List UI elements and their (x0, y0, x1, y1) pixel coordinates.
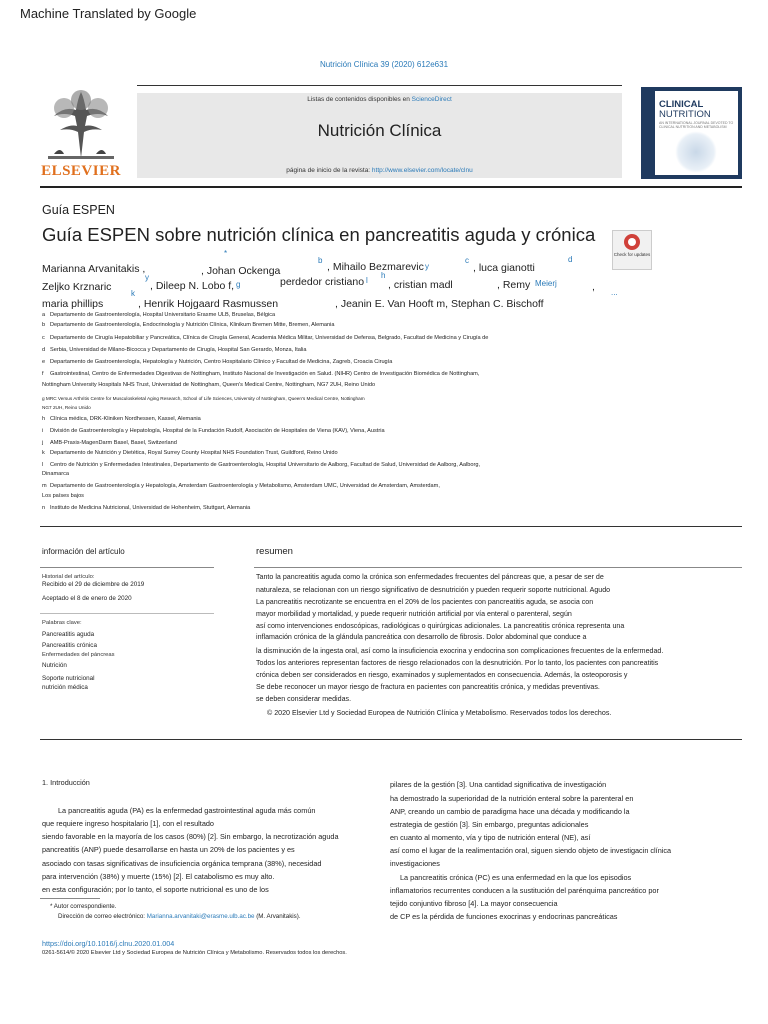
author-name: , Dileep N. Lobo f, (150, 280, 235, 292)
author-sup[interactable]: l (366, 276, 368, 285)
author-name: , Jeanin E. Van Hooft m, Stephan C. Bischoff (335, 298, 544, 310)
affiliation: NG7 2UH, Reino Unido (42, 405, 91, 410)
keywords-label: Palabras clave: (42, 620, 82, 626)
journal-cover (641, 87, 742, 179)
affiliation: m Departamento de Gastroenterología y Hepatología, Amsterdam Gastroenterología y Metabolismo, Amsterdam UMC, Universidad de Amsterdam, Amsterdam, (42, 483, 440, 489)
cover-panel (655, 91, 738, 175)
affiliation: a Departamento de Gastroenterología, Hospital Universitario Erasme ULB, Bruselas, Bélgica (42, 312, 276, 318)
article-title: Guía ESPEN sobre nutrición clínica en pancreatitis aguda y crónica (42, 224, 596, 245)
cover-stripe (641, 87, 655, 179)
author-sup[interactable]: d (568, 255, 573, 264)
author-sup[interactable]: ... (611, 288, 618, 297)
keyword: Nutrición (42, 662, 67, 669)
affiliation: b Departamento de Gastroenterología, Endocrinología y Nutrición Clínica, Klinikum Bremen Mitte, Bremen, Alemania (42, 322, 335, 328)
abstract-line: la disminución de la ingesta oral, así como la insuficiencia exocrina y endocrina son complicaciones frecuentes de la enfermedad. (256, 647, 664, 655)
author-name: , Johan Ockenga (201, 265, 281, 277)
doi-link[interactable]: https://doi.org/10.1016/j.clnu.2020.01.004 (42, 939, 175, 948)
affiliation: e Departamento de Gastroenterología, Hepatología y Nutrición, Centro Hospitalario Clínico y Facultad de Medicina, Zagreb, Croacia Cirugía (42, 359, 393, 365)
author-sup[interactable]: b (318, 256, 323, 265)
keyword: Pancreatitis crónica (42, 642, 97, 649)
author-separator: , (592, 281, 595, 293)
abstract-line: Se debe reconocer un mayor riesgo de fractura en pacientes con pancreatitis crónica, y medidas preventivas. (256, 683, 600, 691)
cover-artwork (675, 131, 717, 173)
abstract-copyright: © 2020 Elsevier Ltd y Sociedad Europea de Nutrición Clínica y Metabolismo. Reservados todos los derechos. (267, 709, 612, 717)
body-line: La pancreatitis crónica (PC) es una enfermedad en la que los episodios (400, 873, 632, 882)
body-line: investigaciones (390, 859, 440, 868)
abstract-line: se deben considerar medidas. (256, 695, 352, 703)
author-name: , cristian madl (388, 279, 453, 291)
body-line: asociado con tasas significativas de insuficiencia orgánica temprana (38%), necesidad (42, 859, 322, 868)
check-updates-icon-inner (628, 238, 636, 246)
author-sup[interactable]: c (465, 256, 469, 265)
author-sup[interactable]: y (425, 262, 429, 271)
keywords-rule (40, 613, 214, 614)
tree-icon (40, 88, 122, 162)
check-updates-badge[interactable] (612, 230, 652, 270)
abstract-line: crónica deben ser considerados en riesgo, examinados y suplementados en consecuencia. Además, la osteoporosis y (256, 671, 628, 679)
affiliation: k Departamento de Nutrición y Dietética, Royal Surrey County Hospital NHS Foundation Trust, Guildford, Reino Unido (42, 450, 338, 456)
author-name: , luca gianotti (473, 262, 535, 274)
body-line: en esta configuración; por lo tanto, el soporte nutricional es uno de los (42, 885, 269, 894)
cover-title-1: CLINICAL (659, 99, 704, 110)
author-name: , Remy (497, 279, 531, 291)
header-rule (40, 186, 742, 188)
abstract-rule (254, 567, 742, 568)
keyword: Enfermedades del páncreas (42, 652, 115, 658)
history-label: Historial del artículo: (42, 574, 95, 580)
author-sup[interactable]: y (145, 273, 149, 282)
affiliation: f Gastrointestinal, Centro de Enfermedades Digestivas de Nottingham, Instituto Nacional de Investigación en Salud. (NIHR) Centro de Investigación Biomédica de Nottingham, (42, 371, 480, 377)
abstract-line: Tanto la pancreatitis aguda como la crónica son enfermedades frecuentes del páncreas que, a pesar de ser de (256, 573, 604, 581)
affiliation: g MRC Versus Arthritis Centre for Musculoskeletal Aging Research, School of Life Sciences, University of Nottingham, Queen's Medical Centre, Nottingham (42, 396, 365, 401)
affiliation: j AMB-Praxis-MagenDarm Basel, Basel, Switzerland (42, 440, 177, 446)
abstract-line: Todos los anteriores representan factores de riesgo relacionados con la desnutrición. Por lo tanto, los pacientes con pancreatitis (256, 659, 659, 667)
author-name: maria phillips (42, 298, 104, 310)
body-line: inflamatorios recurrentes conducen a la sustitución del parénquima pancreático por (390, 886, 659, 895)
elsevier-wordmark: ELSEVIER (41, 163, 121, 179)
affiliation: Dinamarca (42, 471, 70, 477)
author-sup[interactable]: Meierj (535, 279, 557, 288)
keyword: nutrición médica (42, 684, 88, 691)
journal-title: Nutrición Clínica (317, 121, 442, 140)
abstract-line: naturaleza, se relacionan con un riesgo significativo de desnutrición y pueden requerir soporte nutricional. Agudo (256, 586, 611, 594)
elsevier-logo (40, 88, 122, 180)
cover-tagline: AN INTERNATIONAL JOURNAL DEVOTED TO CLINICAL NUTRITION AND METABOLISM (659, 121, 734, 129)
section-rule (40, 526, 742, 527)
body-line: La pancreatitis aguda (PA) es la enfermedad gastrointestinal aguda más común (58, 806, 316, 815)
body-line: tejido conjuntivo fibroso [4]. La mayor consecuencia (390, 899, 558, 908)
affiliation: c Departamento de Cirugía Hepatobiliar y Pancreática, Clínica de Cirugía General, Academia Médica Militar, Universidad de Defensa, Belgrado, Facultad de Medicina y Cirugía de (42, 335, 489, 341)
author-sup[interactable]: * (224, 249, 228, 258)
body-line: así como el lugar de la realimentación oral, siguen siendo objeto de investigacin clínica (390, 846, 672, 855)
check-updates-label: Check for updates (613, 252, 651, 257)
abstract-line: mayor morbilidad y mortalidad, y puede requerir nutrición artificial por vía enteral o parenteral, según (256, 610, 572, 618)
journal-masthead (137, 93, 622, 178)
author-sup[interactable]: g (236, 280, 241, 289)
affiliation: d Serbia, Universidad de Milano-Bicocca y Departamento de Cirugía, Hospital San Gerardo, Monza, Italia (42, 347, 307, 353)
affiliation: Los países bajos (42, 493, 84, 499)
affiliation: h Clínica médica, DRK-Kliniken Nordhessen, Kassel, Alemania (42, 416, 201, 422)
author-name: perdedor cristiano (280, 276, 365, 288)
homepage-line (137, 167, 622, 174)
abstract-line: así como intervenciones endoscópicas, radiológicas o quirúrgicas adicionales. La pancreatitis crónica representa una (256, 622, 625, 630)
cover-title-2: NUTRITION (659, 109, 711, 120)
section-heading: 1. Introducción (42, 778, 90, 787)
article-kind: Guía ESPEN (42, 203, 115, 217)
author-name: , Henrik Hojgaard Rasmussen (138, 298, 279, 310)
abstract-line: inflamación crónica de la glándula pancreática con desarrollo de fibrosis. Dolor abdominal que conduce a (256, 633, 587, 641)
article-info-heading: información del artículo (42, 547, 125, 556)
body-line: que requiere ingreso hospitalario [1], con el resultado (42, 819, 214, 828)
affiliation: n Instituto de Medicina Nutricional, Universidad de Hohenheim, Stuttgart, Alemania (42, 505, 251, 511)
homepage-prefix: página de inicio de la revista: (286, 167, 372, 174)
issn-line: 0261-5614/© 2020 Elsevier Ltd y Sociedad Europea de Nutrición Clínica y Metabolismo. Reservados todos los derechos. (42, 950, 347, 956)
keyword: Soporte nutricional (42, 675, 95, 682)
body-line: en cuanto al momento, vía y tipo de nutrición enteral (NE), así (390, 833, 591, 842)
email-note: Dirección de correo electrónico: Marianna.arvanitaki@erasme.ulb.ac.be (M. Arvanitakis). (58, 913, 301, 920)
author-name: , Mihailo Bezmarevic (327, 261, 424, 273)
sciencedirect-link[interactable]: ScienceDirect (411, 96, 452, 103)
article-info-rule (40, 567, 214, 568)
abstract-line: La pancreatitis necrotizante se encuentra en el 20% de los pacientes con pancreatitis aguda, se asocia con (256, 598, 594, 606)
email-link[interactable]: Marianna.arvanitaki@erasme.ulb.ac.be (146, 913, 255, 920)
body-line: de CP es la pérdida de funciones exocrinas y endocrinas pancreáticas (390, 912, 618, 921)
accepted-date: Aceptado el 8 de enero de 2020 (42, 595, 132, 602)
translation-banner: Machine Translated by Google (20, 6, 197, 21)
body-line: ha demostrado la superioridad de la nutrición enteral sobre la parenteral en (390, 794, 634, 803)
keyword: Pancreatitis aguda (42, 631, 95, 638)
abstract-heading: resumen (256, 546, 293, 557)
affiliation: i División de Gastroenterología y Hepatología, Hospital de la Fundación Rudolf, Asociación de Hospitales de Viena (KAV), Viena, Austria (42, 428, 385, 434)
abstract-bottom-rule (40, 739, 742, 740)
author-name: Zeljko Krznaric (42, 281, 112, 293)
contents-line (137, 96, 622, 103)
author-sup[interactable]: h (381, 271, 386, 280)
body-line: para intervención (38%) y muerte (15%) [2]. El catabolismo es muy alto. (42, 872, 275, 881)
body-line: pancreatitis (ANP) puede desarrollarse en hasta un 20% de los pacientes y es (42, 845, 295, 854)
author-name: Marianna Arvanitakis , (42, 263, 146, 275)
author-sup[interactable]: k (131, 289, 135, 298)
contents-prefix: Listas de contenidos disponibles en (307, 96, 412, 103)
body-line: estrategia de gestión [3]. Sin embargo, preguntas adicionales (390, 820, 589, 829)
journal-reference[interactable]: Nutrición Clínica 39 (2020) 612e631 (319, 60, 449, 69)
top-rule (137, 85, 622, 86)
received-date: Recibido el 29 de diciembre de 2019 (42, 581, 145, 588)
corresponding-author-note: * Autor correspondiente. (50, 903, 117, 910)
body-line: siendo favorable en la mayoría de los casos (80%) [2]. Sin embargo, la necrotización aguda (42, 832, 339, 841)
body-line: ANP, creando un cambio de paradigma hace una década y modificando la (390, 807, 630, 816)
body-line: pilares de la gestión [3]. Una cantidad significativa de investigación (390, 780, 607, 789)
homepage-link[interactable]: http://www.elsevier.com/locate/clnu (371, 167, 473, 174)
affiliation: l Centro de Nutrición y Enfermedades Intestinales, Departamento de Gastroenterología, Hospital Universitario de Aalborg, Facultad de Salud, Universidad de Aalborg, Aalborg, (42, 462, 481, 468)
footnote-rule (40, 898, 100, 899)
affiliation: Nottingham University Hospitals NHS Trust, Universidad de Nottingham, Queen's Medical Centre, Nottingham, NG7 2UH, Reino Unido (42, 382, 376, 388)
